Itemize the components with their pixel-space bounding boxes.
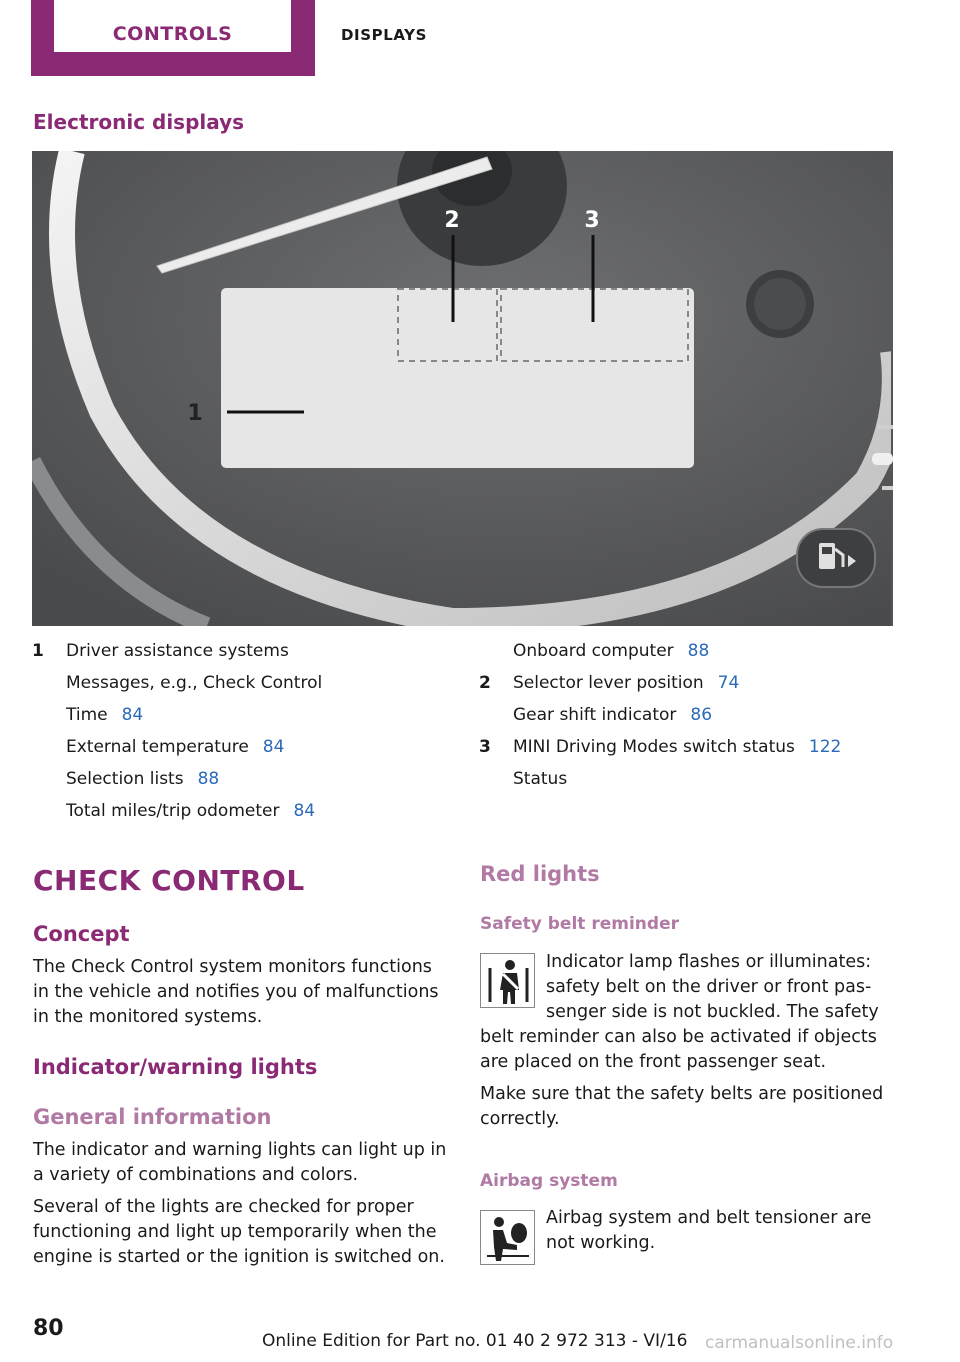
page-link[interactable]: 88 bbox=[197, 769, 220, 789]
page-link[interactable]: 122 bbox=[808, 737, 842, 757]
legend-text: MINI Driving Modes switch status bbox=[513, 737, 795, 757]
legend-text: Gear shift indicator bbox=[513, 705, 677, 725]
page-link[interactable]: 86 bbox=[690, 705, 713, 725]
legend-item bbox=[32, 763, 462, 795]
instrument-cluster-illustration bbox=[32, 151, 893, 626]
airbag-text: Airbag system and belt tensioner are not working. bbox=[546, 1208, 872, 1253]
check-control-heading: CHECK CONTROL bbox=[33, 864, 305, 897]
legend-right bbox=[479, 635, 919, 795]
legend-number: 1 bbox=[32, 641, 44, 661]
airbag-heading: Airbag system bbox=[480, 1171, 618, 1191]
callout-2: 2 bbox=[444, 208, 460, 233]
page-link[interactable]: 84 bbox=[262, 737, 285, 757]
tab-displays[interactable]: DISPLAYS bbox=[341, 26, 428, 44]
belt-position-text: Make sure that the safety belts are positioned correctly. bbox=[480, 1084, 884, 1129]
legend-item bbox=[479, 635, 919, 667]
legend-item bbox=[479, 667, 919, 699]
legend-text: Time bbox=[66, 705, 108, 725]
callout-1: 1 bbox=[187, 401, 203, 426]
legend-item bbox=[32, 795, 462, 827]
legend-text: Selector lever position bbox=[513, 673, 704, 693]
legend-text: Status bbox=[513, 769, 568, 789]
indicator-lights-heading: Indicator/warning lights bbox=[33, 1055, 318, 1079]
concept-text: The Check Control system monitors functions in the vehicle and notifies you of malfunctions in the monitored systems. bbox=[33, 957, 439, 1027]
legend-item bbox=[32, 699, 462, 731]
page-link[interactable]: 74 bbox=[717, 673, 740, 693]
legend-item bbox=[32, 635, 462, 667]
section-title: Electronic displays bbox=[33, 110, 245, 134]
general-info-heading: General information bbox=[33, 1105, 272, 1129]
legend-item bbox=[479, 731, 919, 763]
page-link[interactable]: 84 bbox=[293, 801, 316, 821]
tab-controls[interactable]: CONTROLS bbox=[54, 0, 291, 52]
page-number: 80 bbox=[33, 1316, 64, 1341]
belt-reminder-heading: Safety belt reminder bbox=[480, 914, 679, 934]
legend-text: Total miles/trip odometer bbox=[66, 801, 280, 821]
seatbelt-warning-icon bbox=[480, 953, 535, 1008]
general-info-text-2: Several of the lights are checked for proper functioning and light up temporarily when the engine is started or the ignition is switched on. bbox=[33, 1197, 445, 1267]
page-link[interactable]: 88 bbox=[687, 641, 710, 661]
concept-heading: Concept bbox=[33, 922, 130, 946]
legend-item bbox=[479, 763, 919, 795]
belt-reminder-text-full: belt reminder can also be activated if objects are placed on the front passenger seat. bbox=[480, 1027, 877, 1072]
legend-text: Onboard computer bbox=[513, 641, 674, 661]
instrument-cluster-figure bbox=[32, 151, 893, 626]
legend-item bbox=[32, 667, 462, 699]
watermark: carmanualsonline.info bbox=[705, 1333, 894, 1353]
legend-item bbox=[32, 731, 462, 763]
legend-text: Messages, e.g., Check Control bbox=[66, 673, 323, 693]
page-link[interactable]: 84 bbox=[121, 705, 144, 725]
legend-item bbox=[479, 699, 919, 731]
edition-footer: Online Edition for Part no. 01 40 2 972 313 - VI/16 bbox=[262, 1331, 688, 1351]
legend-text: Selection lists bbox=[66, 769, 184, 789]
legend-text: External temperature bbox=[66, 737, 249, 757]
legend-text: Driver assistance systems bbox=[66, 641, 289, 661]
legend-number: 3 bbox=[479, 737, 491, 757]
callout-3: 3 bbox=[584, 208, 600, 233]
red-lights-heading: Red lights bbox=[480, 862, 600, 886]
belt-reminder-text-indented: Indicator lamp flashes or illuminates: safety belt on the driver or front pas-senger side is not buckled. The safety bbox=[546, 952, 879, 1022]
general-info-text-1: The indicator and warning lights can light up in a variety of combinations and colors. bbox=[33, 1140, 447, 1185]
legend-left bbox=[32, 635, 462, 827]
airbag-warning-icon bbox=[480, 1210, 535, 1265]
legend-number: 2 bbox=[479, 673, 491, 693]
